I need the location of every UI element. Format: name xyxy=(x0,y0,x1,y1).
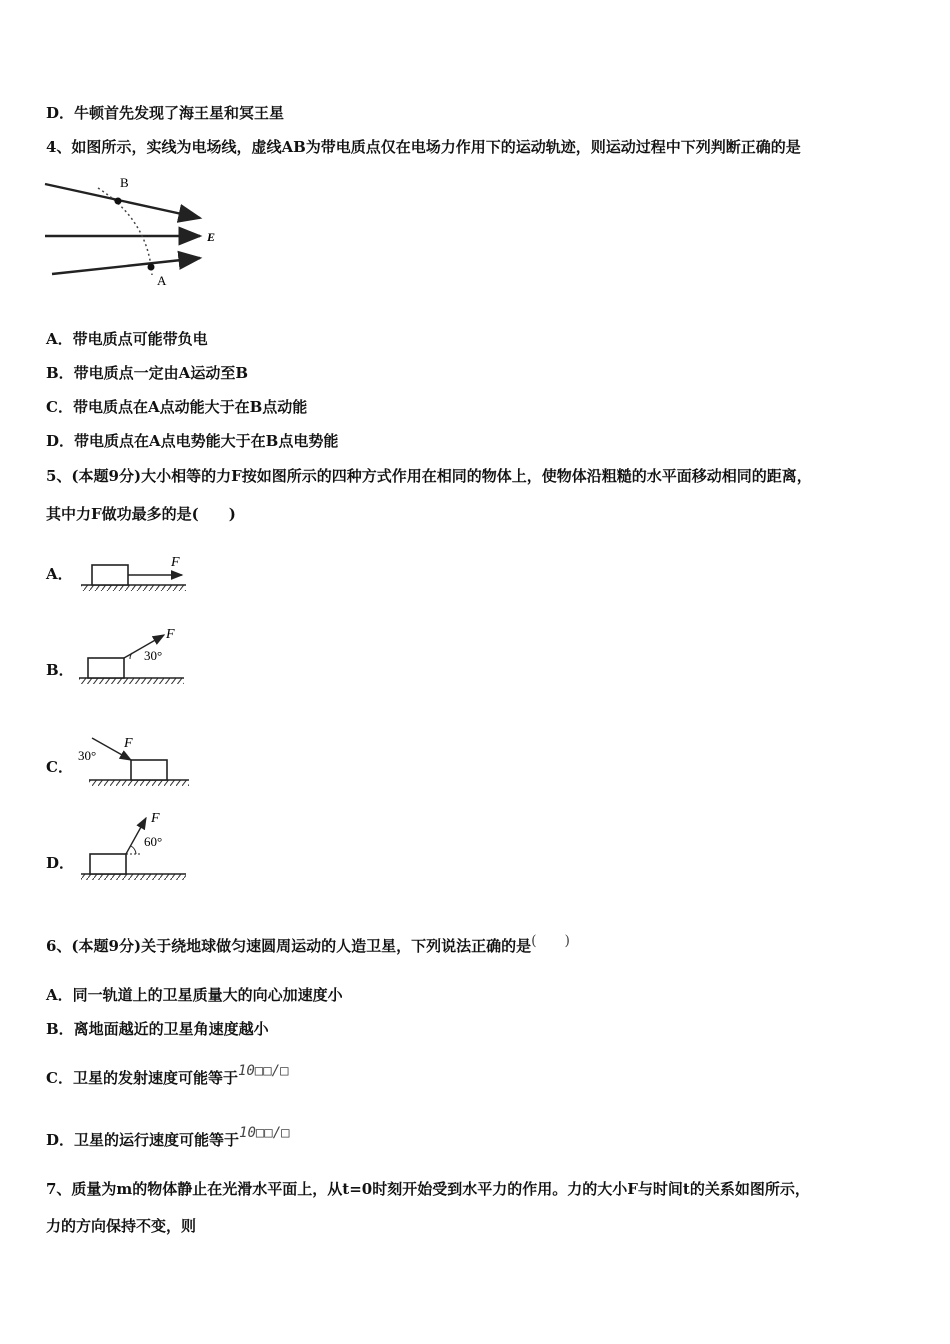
q6-answer-paren: ( ) xyxy=(531,933,571,949)
label-a: A xyxy=(157,273,167,288)
q4-electric-field-figure xyxy=(40,170,230,295)
ground-b xyxy=(79,678,184,684)
block-a xyxy=(92,565,128,585)
q5-figure-a xyxy=(78,550,198,595)
q4-option-d: D．带电质点在A点电势能大于在B点电势能 xyxy=(46,432,339,450)
q6-option-a: A．同一轨道上的卫星质量大的向心加速度小 xyxy=(46,986,343,1004)
q5-option-b-label: B． xyxy=(46,661,74,679)
ground-a xyxy=(81,585,186,591)
point-b xyxy=(115,198,122,205)
block-b xyxy=(88,658,124,678)
block-d xyxy=(90,854,126,874)
q3-option-d: D．牛顿首先发现了海王星和冥王星 xyxy=(46,104,285,122)
q6-option-d-speed: 10□□/□ xyxy=(239,1125,290,1141)
q6-option-c-speed: 10□□/□ xyxy=(237,1063,289,1079)
q6-option-b: B．离地面越近的卫星角速度越小 xyxy=(46,1020,269,1038)
point-a xyxy=(148,264,155,271)
ground-c xyxy=(89,780,189,786)
q4-stem: 4、如图所示，实线为电场线，虚线AB为带电质点仅在电场力作用下的运动轨迹，则运动过程中下列判断正确的是 xyxy=(46,138,801,156)
q4-option-b: B．带电质点一定由A运动至B xyxy=(46,364,248,382)
ground-d xyxy=(81,874,186,880)
q5-figure-c xyxy=(74,730,199,790)
block-c xyxy=(131,760,167,780)
q6-stem xyxy=(46,933,571,957)
force-arrow-d xyxy=(126,818,146,854)
q6-option-c-text: C．卫星的发射速度可能等于 xyxy=(46,1069,238,1087)
label-e: E xyxy=(207,230,216,244)
q6-stem-text: 6、(本题9分)关于绕地球做匀速圆周运动的人造卫星，下列说法正确的是 xyxy=(46,937,532,955)
q5-option-d-label: D． xyxy=(46,854,75,872)
force-label-d: F xyxy=(151,811,160,826)
force-label-c: F xyxy=(124,736,133,751)
label-b: B xyxy=(120,175,129,190)
q7-stem-line2: 力的方向保持不变，则 xyxy=(46,1217,197,1235)
force-label-b: F xyxy=(166,627,175,642)
field-line-bottom xyxy=(52,258,200,274)
q7-stem-line1: 7、质量为m的物体静止在光滑水平面上，从t=0时刻开始受到水平力的作用。力的大小F与时间t的关系如图所示， xyxy=(46,1180,810,1198)
q4-option-c: C．带电质点在A点动能大于在B点动能 xyxy=(46,398,308,416)
q5-option-a-label: A． xyxy=(46,565,73,583)
angle-label-b: 30° xyxy=(144,648,163,663)
q5-option-c-label: C． xyxy=(46,758,73,776)
q5-figure-d xyxy=(76,806,196,886)
force-label-a: F xyxy=(171,555,180,570)
q5-stem-line1: 5、(本题9分)大小相等的力F按如图所示的四种方式作用在相同的物体上，使物体沿粗糙的水平面移动相同的距离， xyxy=(46,467,812,485)
angle-label-d: 60° xyxy=(144,834,163,849)
q6-option-d xyxy=(46,1125,290,1151)
q6-option-c xyxy=(46,1063,289,1089)
q4-option-a: A．带电质点可能带负电 xyxy=(46,330,208,348)
angle-label-c: 30° xyxy=(78,748,97,763)
q5-figure-b xyxy=(74,622,194,690)
q5-stem-line2: 其中力F做功最多的是( ) xyxy=(46,505,236,523)
q6-option-d-text: D．卫星的运行速度可能等于 xyxy=(46,1131,240,1149)
